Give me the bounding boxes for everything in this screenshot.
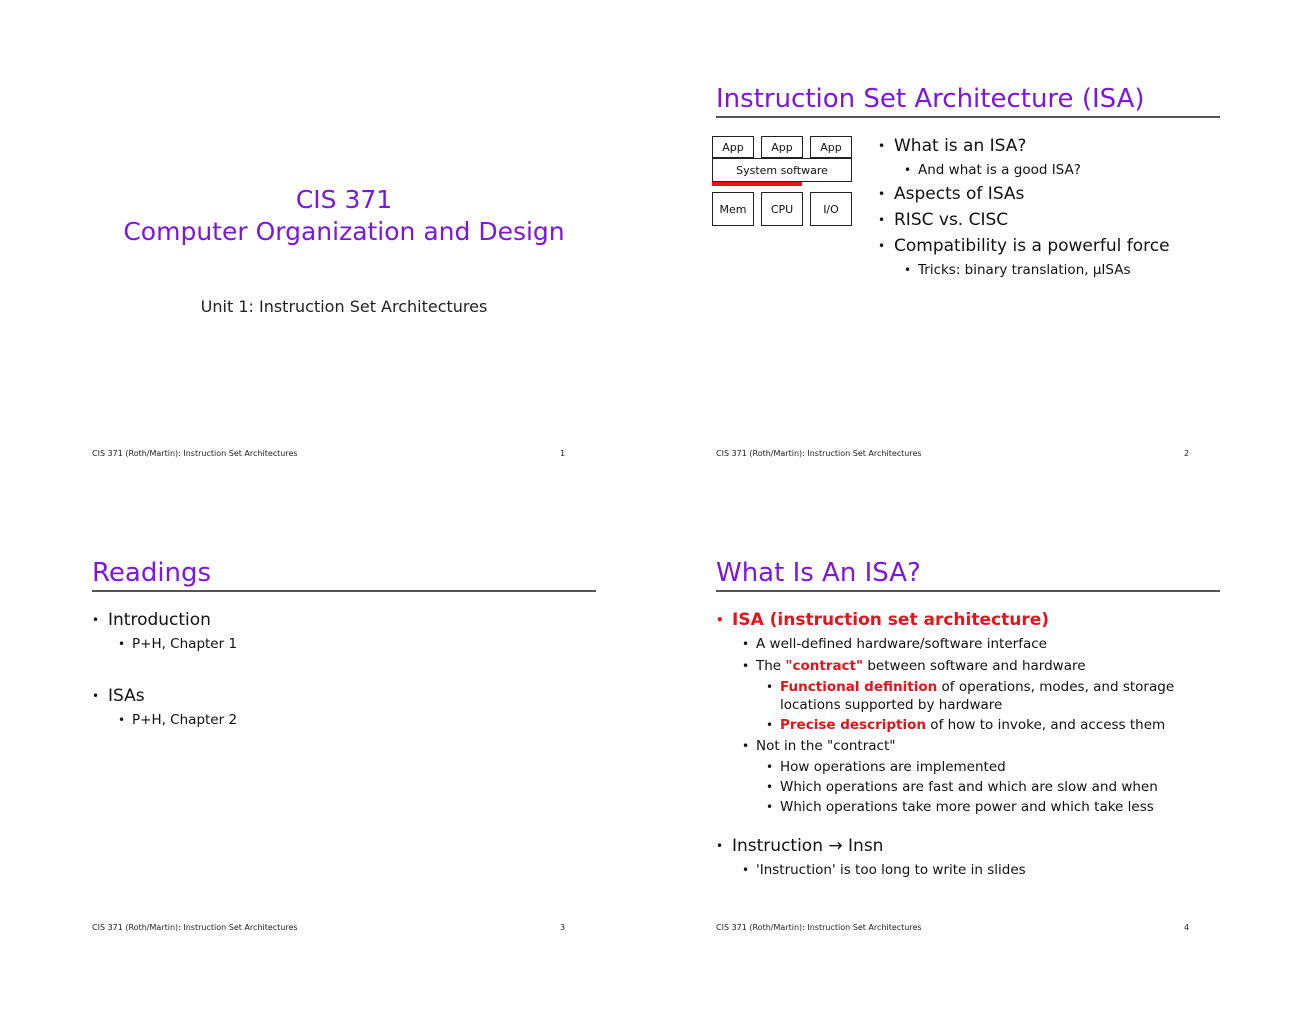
slide-number: 2: [1184, 449, 1190, 458]
sub-bullet-item: • P+H, Chapter 1: [88, 633, 237, 655]
title-divider: [716, 590, 1220, 592]
slide-footer: CIS 371 (Roth/Martin): Instruction Set Architectures: [92, 449, 298, 458]
sub-bullet-item: • 'Instruction' is too long to write in slides: [712, 859, 1174, 881]
slide-footer: CIS 371 (Roth/Martin): Instruction Set Architectures: [92, 923, 298, 932]
emphasis-text: Precise description: [780, 717, 927, 733]
sub-sub-bullet-item: • Which operations take more power and which take less: [712, 797, 1174, 817]
course-title: Computer Organization and Design: [123, 217, 565, 246]
sub-sub-bullet-item: • Which operations are fast and which are slow and when: [712, 777, 1174, 797]
bullet-list: [712, 607, 1174, 881]
bullet-item: • RISC vs. CISC: [874, 207, 1170, 233]
slide-2: [712, 0, 1232, 474]
sub-sub-bullet-item: [712, 715, 1174, 735]
text-run: between software and hardware: [863, 658, 1086, 674]
slide-title: Readings: [92, 558, 212, 588]
bullet-item: • Introduction: [88, 607, 237, 633]
diagram-app-box: App: [712, 136, 754, 158]
slide-footer: CIS 371 (Roth/Martin): Instruction Set Architectures: [716, 449, 922, 458]
sub-bullet-item: • And what is a good ISA?: [874, 159, 1170, 181]
bullet-item: • ISAs: [88, 683, 237, 709]
title-divider: [92, 590, 596, 592]
slide-3: [88, 474, 608, 948]
sub-bullet-item: [712, 655, 1174, 677]
diagram-mem-box: Mem: [712, 192, 754, 226]
course-code: CIS 371: [295, 185, 393, 214]
diagram-system-software-box: System software: [712, 158, 852, 182]
text-run: of operations, modes, and storage: [937, 679, 1175, 695]
title-divider: [716, 116, 1220, 118]
text-run: The: [756, 658, 786, 674]
isa-boundary-bar: [712, 182, 802, 186]
slide-number: 4: [1184, 923, 1190, 932]
bullet-item: • ISA (instruction set architecture): [712, 607, 1174, 633]
sub-bullet-item: • P+H, Chapter 2: [88, 709, 237, 731]
sub-sub-bullet-item: • How operations are implemented: [712, 757, 1174, 777]
slide-title: Instruction Set Architecture (ISA): [716, 84, 1145, 114]
slide-number: 3: [560, 923, 566, 932]
diagram-app-box: App: [810, 136, 852, 158]
sub-sub-bullet-item: [712, 677, 1174, 697]
spacer: [88, 655, 237, 669]
emphasis-text: Functional definition: [780, 679, 938, 695]
emphasis-text: "contract": [785, 658, 864, 674]
bullet-list: [874, 133, 1170, 281]
slide-4: [712, 474, 1232, 948]
bullet-list: [88, 607, 237, 731]
bullet-item: • Compatibility is a powerful force: [874, 233, 1170, 259]
bullet-item: • Aspects of ISAs: [874, 181, 1170, 207]
isa-layer-diagram: [712, 132, 857, 232]
bullet-item: • Instruction → Insn: [712, 833, 1174, 859]
slide-number: 1: [560, 449, 566, 458]
slide-title: What Is An ISA?: [716, 558, 921, 588]
sub-bullet-item: • Tricks: binary translation, µISAs: [874, 259, 1170, 281]
spacer: [712, 817, 1174, 833]
diagram-app-box: App: [761, 136, 803, 158]
diagram-io-box: I/O: [810, 192, 852, 226]
sub-bullet-item: • Not in the "contract": [712, 735, 1174, 757]
unit-subtitle: Unit 1: Instruction Set Architectures: [200, 297, 488, 316]
diagram-cpu-box: CPU: [761, 192, 803, 226]
bullet-continuation: locations supported by hardware: [780, 697, 1003, 713]
slide-footer: CIS 371 (Roth/Martin): Instruction Set Architectures: [716, 923, 922, 932]
sub-bullet-item: • A well-defined hardware/software interface: [712, 633, 1174, 655]
text-run: of how to invoke, and access them: [926, 717, 1166, 733]
slide-1: [88, 0, 608, 474]
bullet-item: • What is an ISA?: [874, 133, 1170, 159]
